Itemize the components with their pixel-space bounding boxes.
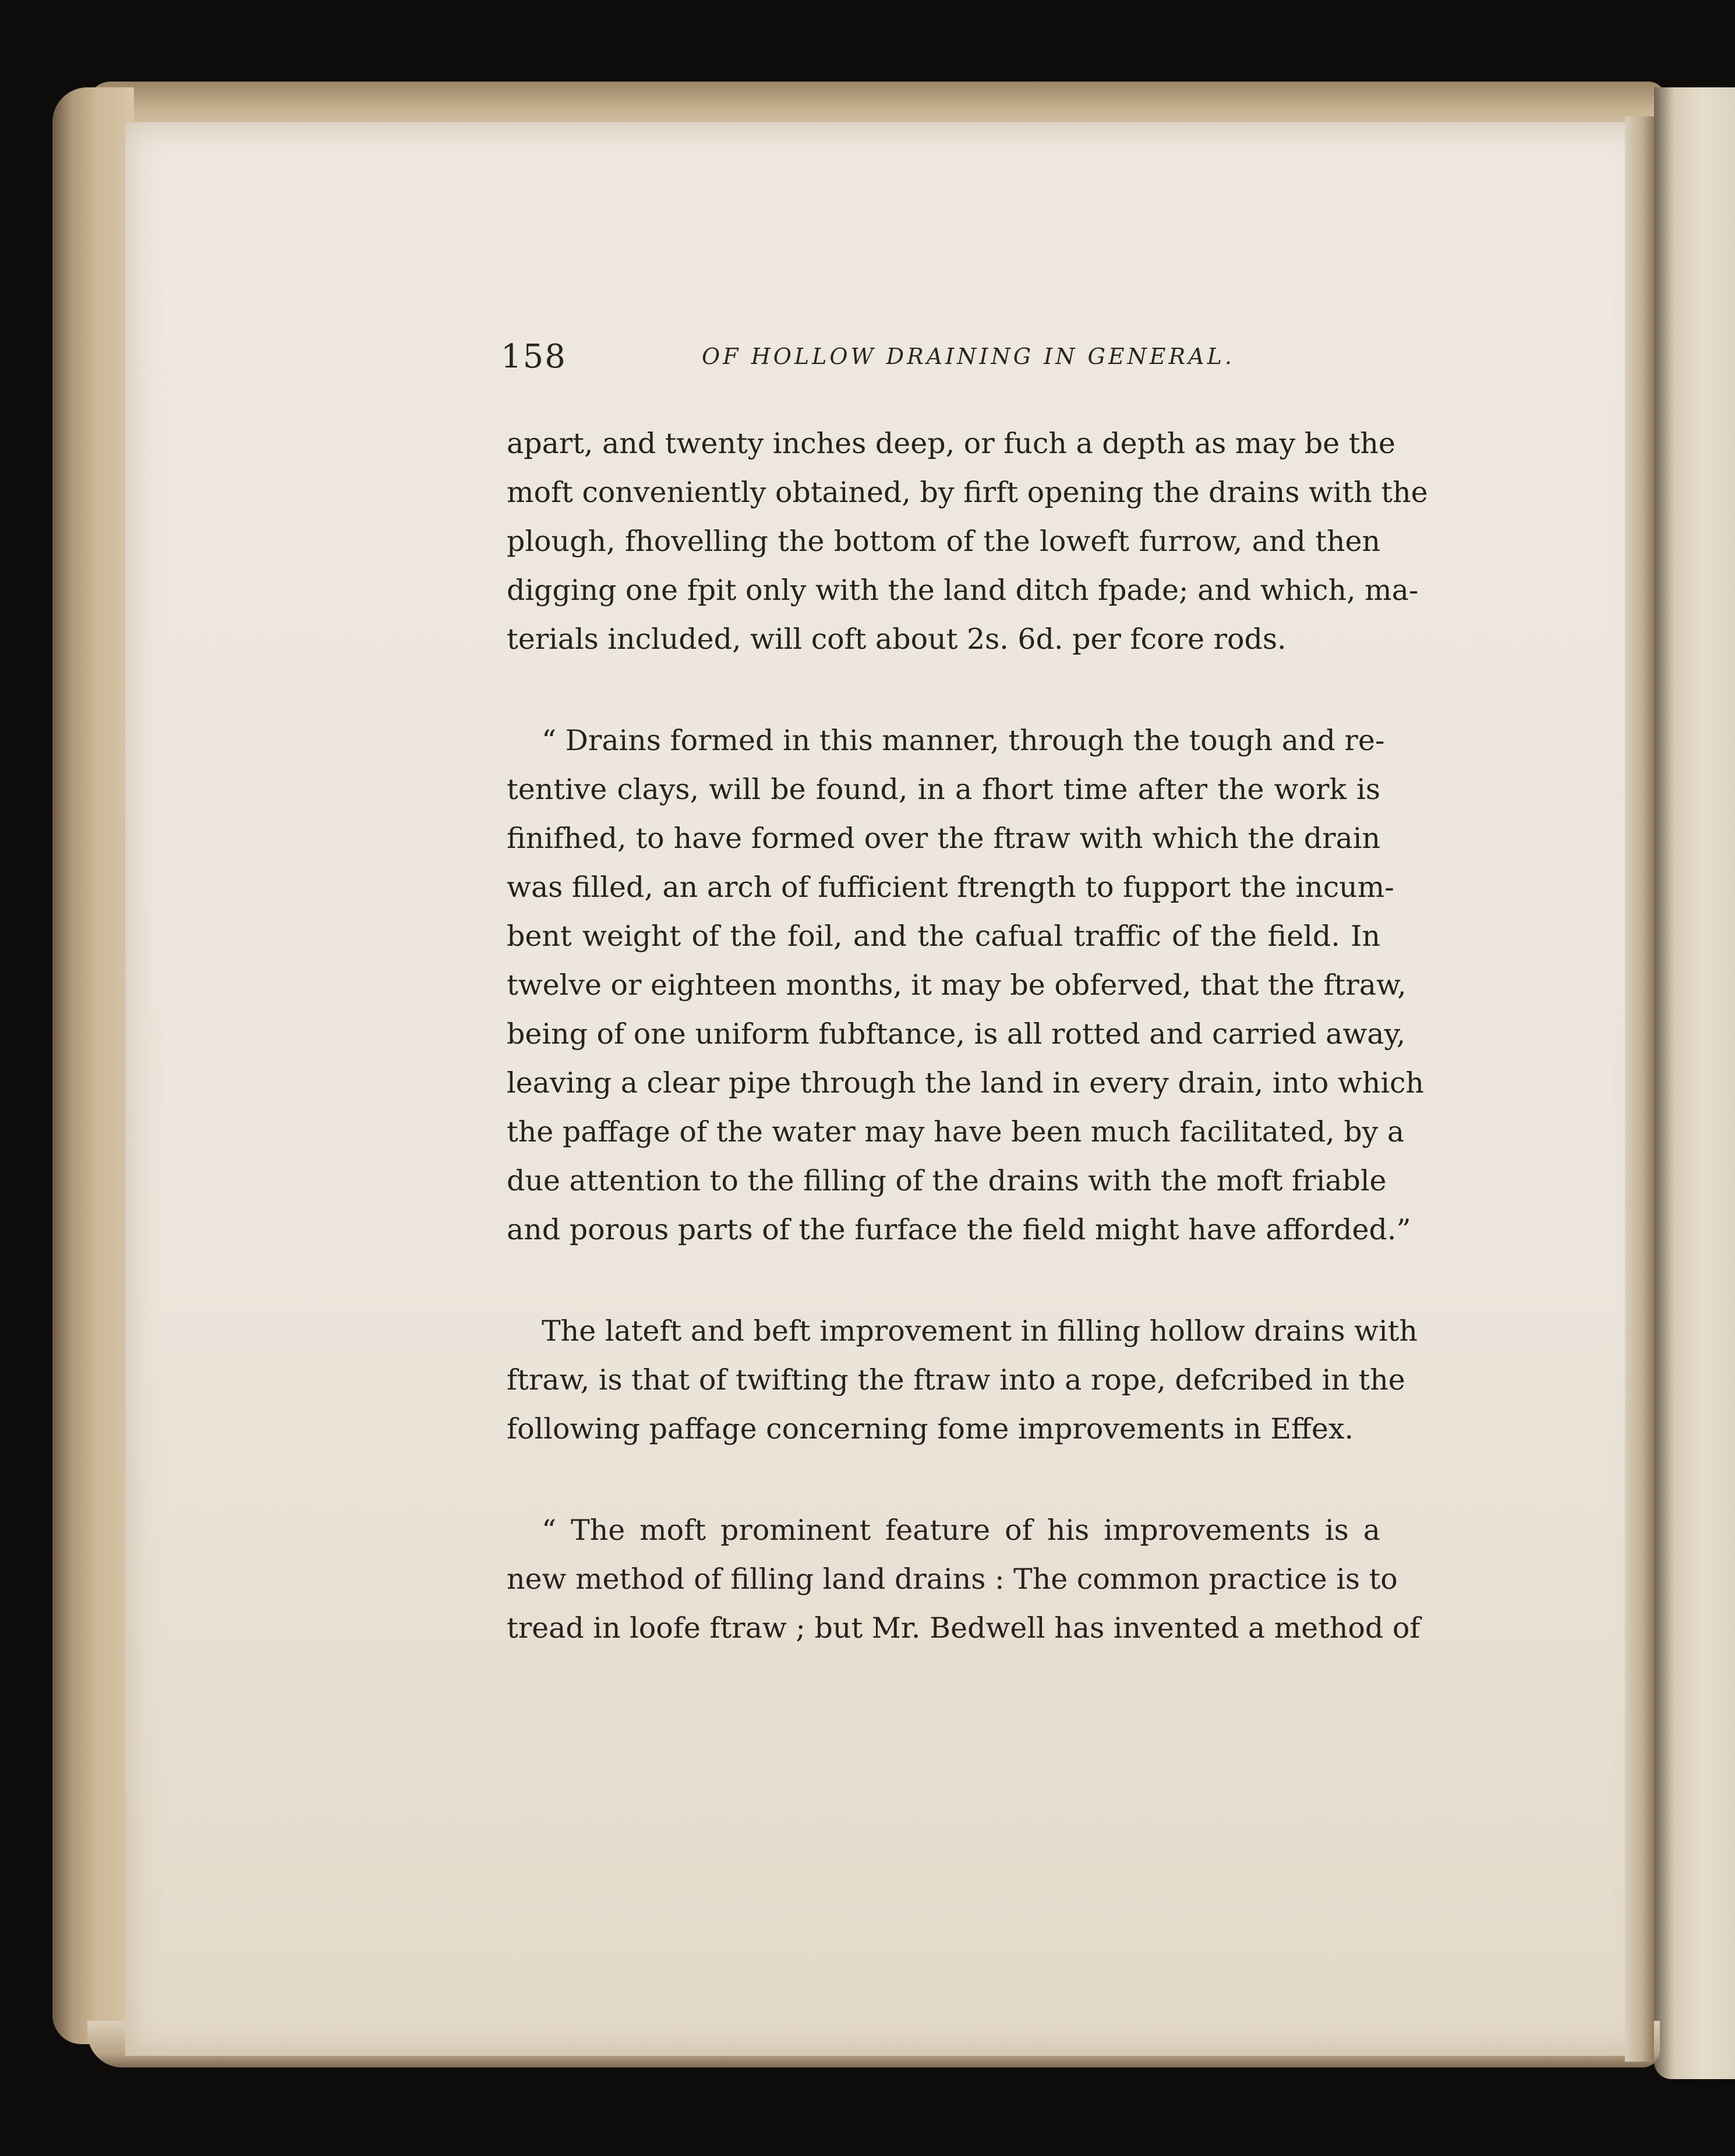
text-line: leaving a clear pipe through the land in every drain, into which — [507, 1066, 1424, 1100]
text-line: “ The moft prominent feature of his improvements is a — [542, 1514, 1380, 1547]
page-gutter — [1625, 116, 1654, 2062]
text-line: terials included, will coft about 2s. 6d. per fcore rods. — [507, 623, 1287, 656]
text-line: following paffage concerning fome improvements in Effex. — [507, 1412, 1354, 1445]
body-text — [507, 419, 1428, 1653]
text-line: plough, fhovelling the bottom of the loweft furrow, and then — [507, 525, 1380, 558]
text-line: was filled, an arch of fufficient ftrength to fupport the incum- — [507, 871, 1394, 904]
page-number: 158 — [501, 338, 567, 376]
paragraph — [507, 419, 1428, 664]
paragraph — [507, 1307, 1418, 1454]
text-line: being of one uniform fubftance, is all rotted and carried away, — [507, 1017, 1406, 1051]
text-line: tread in loofe ftraw ; but Mr. Bedwell has invented a method of — [507, 1611, 1420, 1645]
text-line: finifhed, to have formed over the ftraw with which the drain — [507, 822, 1380, 855]
running-title: OF HOLLOW DRAINING IN GENERAL. — [702, 344, 1235, 369]
text-line: due attention to the filling of the drains with the moft friable — [507, 1164, 1387, 1197]
text-line: bent weight of the foil, and the cafual traffic of the field. In — [507, 920, 1380, 953]
text-line: moft conveniently obtained, by firft opening the drains with the — [507, 476, 1428, 509]
text-line: apart, and twenty inches deep, or fuch a depth as may be the — [507, 427, 1395, 460]
book-left-edge — [52, 87, 134, 2044]
text-line: tentive clays, will be found, in a fhort time after the work is — [507, 773, 1380, 806]
text-line: “ Drains formed in this manner, through the tough and re- — [542, 724, 1385, 757]
text-line: new method of filling land drains : The common practice is to — [507, 1563, 1398, 1596]
paragraph — [507, 1506, 1420, 1653]
paragraph — [507, 716, 1424, 1254]
text-line: ftraw, is that of twifting the ftraw into a rope, defcribed in the — [507, 1363, 1405, 1397]
text-line: twelve or eighteen months, it may be obferved, that the ftraw, — [507, 969, 1407, 1002]
text-line: the paffage of the water may have been much facilitated, by a — [507, 1115, 1405, 1148]
page-header — [501, 338, 1235, 384]
text-line: The lateft and beft improvement in filling hollow drains with — [542, 1314, 1418, 1348]
text-line: and porous parts of the furface the field might have afforded.” — [507, 1213, 1411, 1246]
facing-page-edge — [1654, 87, 1735, 2079]
text-line: digging one fpit only with the land ditch fpade; and which, ma- — [507, 574, 1419, 607]
